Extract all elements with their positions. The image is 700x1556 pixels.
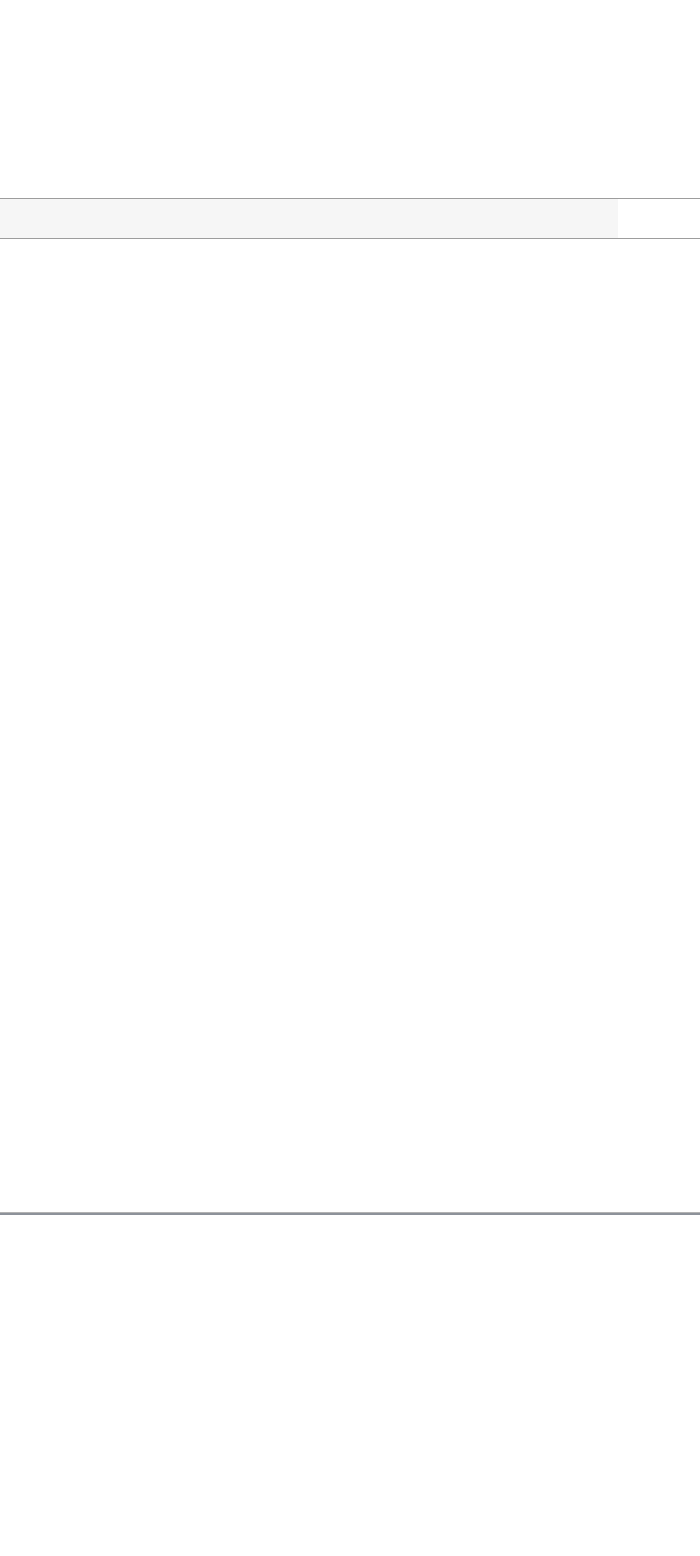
- size-header-cell: [0, 199, 618, 238]
- detail-info-table: [0, 1212, 700, 1215]
- size-info-table: [0, 198, 700, 239]
- size-header-value-cell: [618, 199, 700, 238]
- size-table-header-row: [0, 199, 700, 239]
